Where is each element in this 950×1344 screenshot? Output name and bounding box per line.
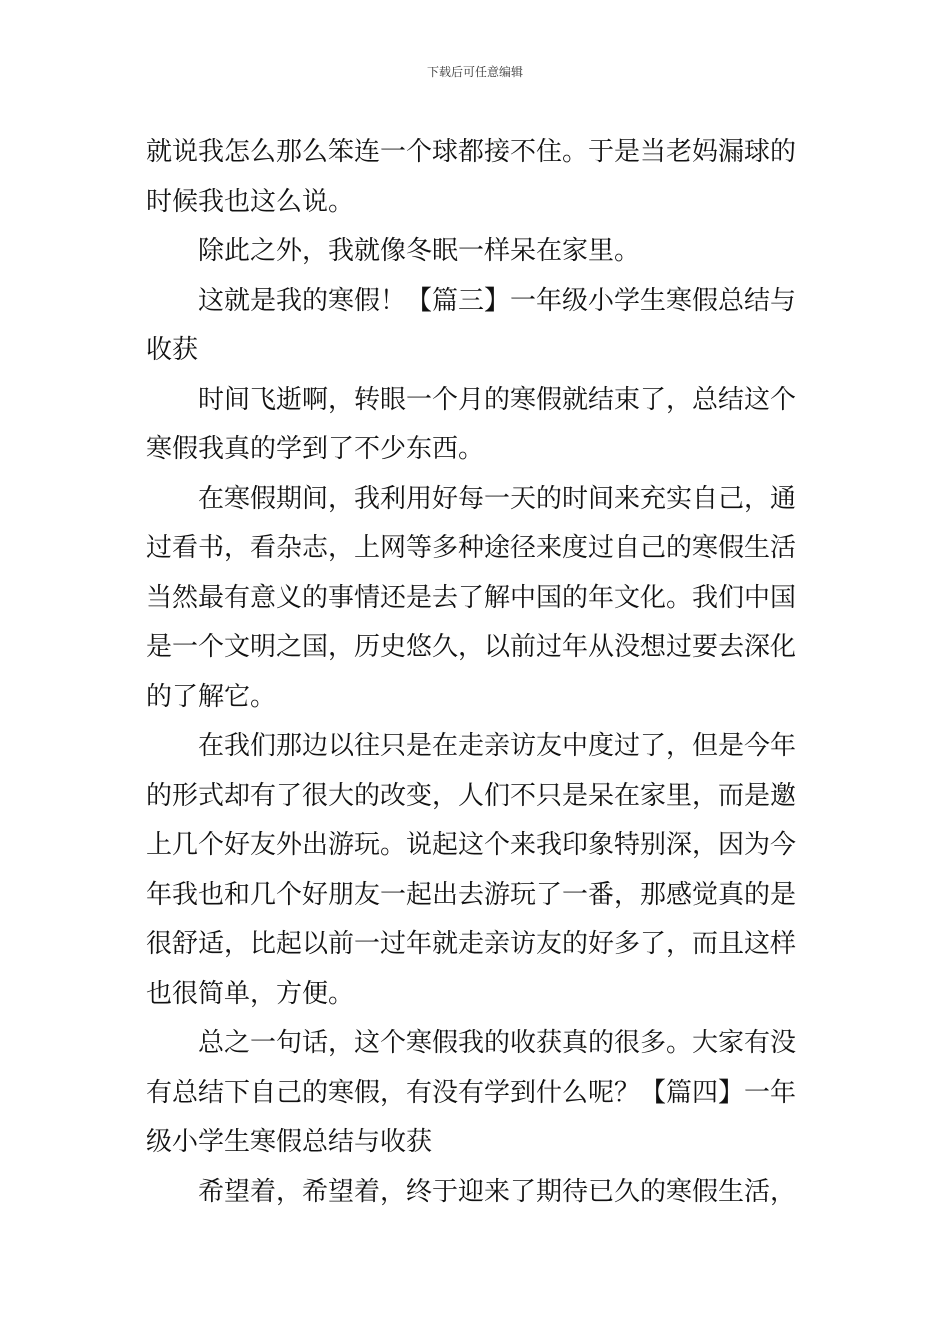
text-line: 很舒适，比起以前一过年就走亲访友的好多了，而且这样 — [146, 929, 797, 959]
text-line: 当然最有意义的事情还是去了解中国的年文化。我们中国 — [146, 582, 797, 613]
paragraph-start: 希望着，希望着，终于迎来了期待已久的寒假生活， — [198, 1176, 797, 1207]
text-line: 的了解它。 — [146, 681, 277, 712]
text-line: 年我也和几个好朋友一起出去游玩了一番，那感觉真的是 — [146, 879, 797, 910]
text-line: 寒假我真的学到了不少东西。 — [146, 434, 485, 464]
text-line: 的形式却有了很大的改变，人们不只是呆在家里，而是邀 — [146, 780, 797, 811]
text-line: 也很简单，方便。 — [146, 978, 355, 1009]
text-line: 时候我也这么说。 — [146, 186, 355, 217]
paragraph-start: 这就是我的寒假！【篇三】一年级小学生寒假总结与 — [198, 285, 797, 316]
paragraph-start: 时间飞逝啊，转眼一个月的寒假就结束了，总结这个 — [198, 384, 797, 415]
text-line: 级小学生寒假总结与收获 — [146, 1127, 433, 1157]
paragraph-start: 除此之外，我就像冬眠一样呆在家里。 — [198, 236, 641, 266]
text-line: 过看书，看杂志，上网等多种途径来度过自己的寒假生活 — [146, 533, 797, 563]
text-line: 上几个好友外出游玩。说起这个来我印象特别深，因为今 — [146, 830, 797, 860]
page-header: 下载后可任意编辑 — [426, 65, 523, 79]
text-line: 是一个文明之国，历史悠久，以前过年从没想过要去深化 — [146, 632, 797, 662]
text-line: 收获 — [146, 335, 199, 365]
text-line: 有总结下自己的寒假，有没有学到什么呢？【篇四】一年 — [146, 1077, 797, 1108]
paragraph-start: 在我们那边以往只是在走亲访友中度过了，但是今年 — [198, 731, 797, 761]
paragraph-start: 总之一句话，这个寒假我的收获真的很多。大家有没 — [198, 1028, 797, 1058]
paragraph-start: 在寒假期间，我利用好每一天的时间来充实自己，通 — [198, 483, 797, 514]
text-line: 就说我怎么那么笨连一个球都接不住。于是当老妈漏球的 — [146, 137, 797, 167]
document-body — [146, 128, 810, 1217]
